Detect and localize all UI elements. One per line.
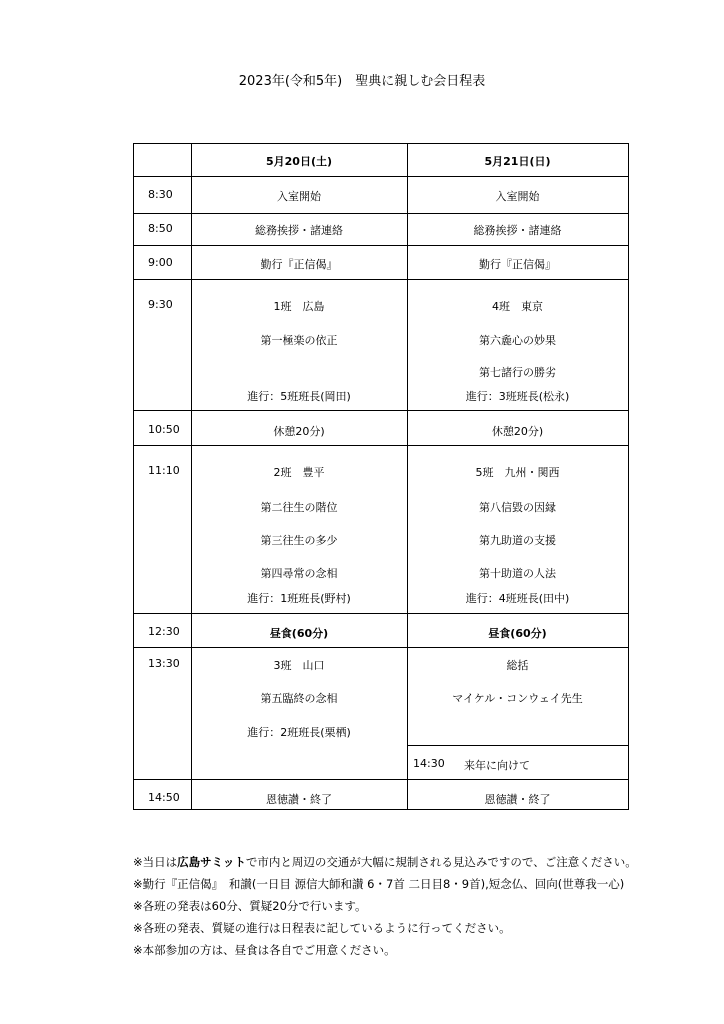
notes-section <box>133 851 637 961</box>
time-cell: 11:10 <box>148 464 180 477</box>
day2-cell: 休憩20分) <box>491 425 544 438</box>
day2-cell: 恩徳讃・終了 <box>484 793 551 806</box>
note-emphasis: 広島サミット <box>177 855 246 869</box>
topic-label: 第五臨終の念相 <box>260 692 338 705</box>
row-divider <box>134 176 628 177</box>
header-day2: 5月21日(日) <box>484 155 551 168</box>
topic-label: 第九助道の支援 <box>479 534 556 547</box>
group-label: 4班 東京 <box>492 300 543 313</box>
sub-event-cell: 来年に向けて <box>464 759 530 772</box>
moderator-label: 進行：1班班長(野村) <box>247 592 351 605</box>
moderator-label: 進行：3班班長(松永) <box>465 390 570 403</box>
time-cell: 8:50 <box>148 222 173 235</box>
moderator-label: 進行：4班班長(田中) <box>465 592 570 605</box>
speaker-label: マイケル・コンウェイ先生 <box>452 692 583 705</box>
time-cell: 8:30 <box>148 188 173 201</box>
day2-cell: 昼食(60分) <box>488 627 547 640</box>
row-divider <box>134 613 628 614</box>
page-title: 2023年(令和5年) 聖典に親しむ会日程表 <box>238 74 486 89</box>
day1-cell: 恩徳讃・終了 <box>266 793 332 806</box>
note-line: ※本部参加の方は、昼食は各自でご用意ください。 <box>133 943 396 957</box>
topic-label: 第七諸行の勝劣 <box>479 366 556 379</box>
row-divider <box>134 279 628 280</box>
day1-cell: 昼食(60分) <box>269 627 329 640</box>
note-text: で市内と周辺の交通が大幅に規制される見込みですので、ご注意ください。 <box>245 855 637 869</box>
row-divider <box>134 445 628 446</box>
group-label: 1班 広島 <box>273 300 325 313</box>
time-cell: 10:50 <box>148 423 180 436</box>
time-cell: 14:50 <box>148 791 180 804</box>
note-line: ※各班の発表、質疑の進行は日程表に記しているように行ってください。 <box>133 921 511 935</box>
group-label: 2班 豊平 <box>273 466 325 479</box>
row-divider <box>134 245 628 246</box>
day1-cell: 入室開始 <box>277 190 321 203</box>
topic-label: 第四尋常の念相 <box>260 567 338 580</box>
day1-cell: 勤行『正信偈』 <box>260 258 338 271</box>
topic-label: 第六麁心の妙果 <box>479 334 556 347</box>
topic-label: 第八信毀の因縁 <box>479 501 556 514</box>
sub-time-cell: 14:30 <box>413 757 445 770</box>
header-day1: 5月20日(土) <box>265 155 333 168</box>
summary-label: 総括 <box>506 659 529 672</box>
moderator-label: 進行：5班班長(岡田) <box>247 390 351 403</box>
day1-cell: 総務挨拶・諸連絡 <box>255 224 343 237</box>
time-cell: 9:00 <box>148 256 173 269</box>
moderator-label: 進行：2班班長(栗栖) <box>247 726 351 739</box>
topic-label: 第二往生の階位 <box>260 501 338 514</box>
schedule-table <box>133 143 629 810</box>
topic-label: 第一極楽の依正 <box>260 334 338 347</box>
time-cell: 12:30 <box>148 625 180 638</box>
row-divider <box>134 779 628 780</box>
group-label: 5班 九州・関西 <box>475 466 560 479</box>
note-line <box>133 851 637 873</box>
day2-cell: 勤行『正信偈』 <box>479 258 556 271</box>
note-line: ※各班の発表は60分、質疑20分で行います。 <box>133 899 367 913</box>
topic-label: 第三往生の多少 <box>260 534 338 547</box>
note-text: ※当日は <box>133 855 178 869</box>
subrow-divider <box>407 745 628 746</box>
note-line: ※勤行『正信偈』 和讃(一日目 源信大師和讃 6・7首 二日目8・9首),短念仏、回向(世尊我一心) <box>133 877 625 891</box>
day2-cell: 入室開始 <box>495 190 540 203</box>
row-divider <box>134 647 628 648</box>
time-cell: 9:30 <box>148 298 173 311</box>
row-divider <box>134 410 628 411</box>
day1-cell: 休憩20分) <box>273 425 325 438</box>
time-cell: 13:30 <box>148 657 180 670</box>
topic-label: 第十助道の人法 <box>479 567 556 580</box>
group-label: 3班 山口 <box>273 659 325 672</box>
row-divider <box>134 213 628 214</box>
day2-cell: 総務挨拶・諸連絡 <box>473 224 562 237</box>
